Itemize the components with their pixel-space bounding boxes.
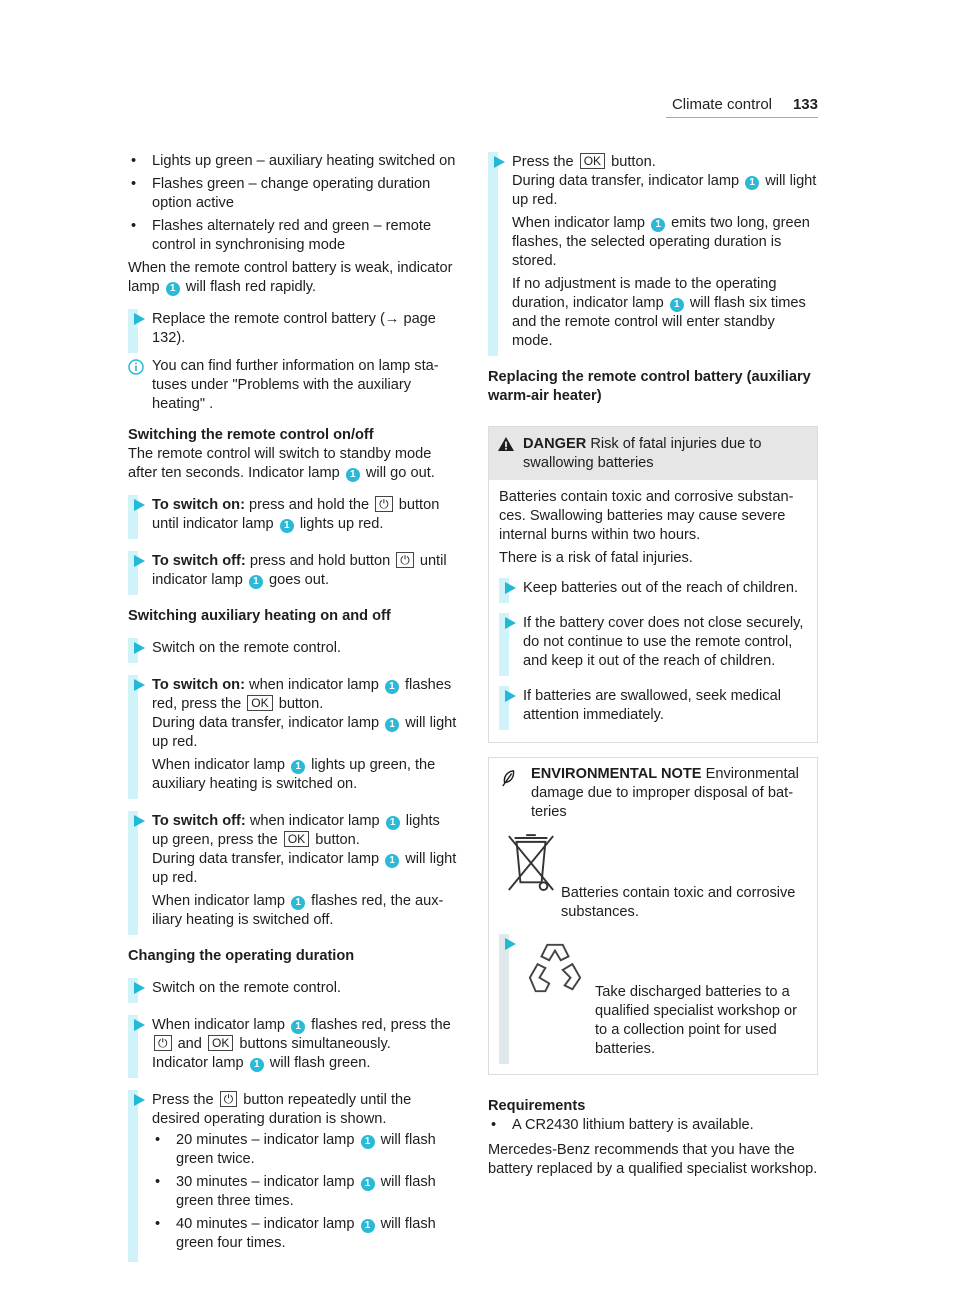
danger-step: Keep batteries out of the reach of children. [499, 578, 807, 603]
callout-1: 1 [361, 1177, 375, 1191]
duration-press-both-step: When indicator lamp 1 flashes red, press the ⏻ and OK buttons simultaneously. Indicator lamp 1 will flash green. [128, 1015, 458, 1078]
requirements-list [488, 1116, 818, 1135]
power-key-icon: ⏻ [220, 1091, 238, 1107]
ok-key-icon: OK [284, 831, 309, 847]
header-rule [666, 117, 818, 118]
callout-1: 1 [361, 1135, 375, 1149]
info-icon [128, 359, 144, 375]
list-item: • Lights up green – auxiliary heating switched on [128, 152, 458, 171]
step-arrow-icon [134, 313, 145, 325]
callout-1: 1 [291, 896, 305, 910]
danger-step: If batteries are swallowed, seek medical attention immediately. [499, 686, 807, 730]
step-arrow-icon [505, 582, 516, 594]
callout-1: 1 [385, 680, 399, 694]
callout-1: 1 [670, 298, 684, 312]
list-item: • Flashes alternately red and green – remote control in synchronising mode [128, 217, 458, 255]
step-arrow-icon [134, 642, 145, 654]
list-item: • A CR2430 lithium battery is available. [488, 1116, 818, 1135]
heading-replacing-battery: Replacing the remote control battery (auxiliary warm-air heater) [488, 369, 811, 404]
info-note: You can find further information on lamp statuses under "Problems with the auxiliary heating" . [128, 357, 458, 414]
leaf-icon [501, 769, 517, 787]
step-arrow-icon [505, 690, 516, 702]
callout-1: 1 [249, 575, 263, 589]
closing-text: Mercedes-Benz recommends that you have the battery replaced by a qualified specialist workshop. [488, 1142, 818, 1177]
env-header [499, 765, 807, 822]
step-arrow-icon [494, 156, 505, 168]
page-number: 133 [792, 96, 818, 113]
power-key-icon: ⏻ [375, 496, 393, 512]
danger-label: DANGER [523, 436, 587, 452]
callout-1: 1 [166, 282, 180, 296]
remote-switch-on-step: To switch on: press and hold the ⏻ button until indicator lamp 1 lights up red. [128, 495, 458, 539]
ok-key-icon: OK [247, 695, 272, 711]
warning-icon [497, 436, 515, 452]
duration-list [152, 1131, 458, 1253]
callout-1: 1 [346, 468, 360, 482]
env-title: Environmental damage due to improper disposal of batteries [531, 766, 799, 820]
step-arrow-icon [505, 938, 516, 950]
heading-requirements: Requirements [488, 1098, 586, 1114]
list-item: • 40 minutes – indicator lamp 1 will flash green four times. [152, 1215, 458, 1253]
step-arrow-icon [134, 982, 145, 994]
replace-battery-step: Replace the remote control battery (→ page 132). [128, 309, 458, 353]
env-step: Take discharged batteries to a qualified specialist workshop or to a collection point for used batteries. [499, 934, 807, 1064]
callout-1: 1 [280, 519, 294, 533]
remote-switch-off-step: To switch off: press and hold button ⏻ until indicator lamp 1 goes out. [128, 551, 458, 595]
env-bin-section: Batteries contain toxic and corrosive substances. [499, 834, 807, 922]
power-key-icon: ⏻ [154, 1035, 172, 1051]
step-arrow-icon [505, 617, 516, 629]
danger-body: Batteries contain toxic and corrosive substances. Swallowing batteries may cause severe internal burns within two hours. There is a risk of fatal injuries. Keep batteries out of the reach of children. If the battery cover does not close securely, do not continue to use the remote control, and keep it out of the reach of children. If batteries are swallowed, seek medical attention immediately. [489, 480, 817, 742]
callout-1: 1 [745, 176, 759, 190]
list-item: • 30 minutes – indicator lamp 1 will flash green three times. [152, 1173, 458, 1211]
page-header [666, 95, 818, 117]
step-arrow-icon [134, 679, 145, 691]
callout-1: 1 [291, 1020, 305, 1034]
power-key-icon: ⏻ [396, 552, 414, 568]
duration-remote-on-step: Switch on the remote control. [128, 978, 458, 1003]
aux-switch-off-step: To switch off: when indicator lamp 1 lights up green, press the OK button. During data transfer, indicator lamp 1 will light up red. When indicator lamp 1 flashes red, the auxiliary heating is switched off. [128, 811, 458, 935]
danger-title: Risk of fatal injuries due to swallowing batteries [523, 436, 762, 471]
callout-1: 1 [361, 1219, 375, 1233]
press-ok-step: Press the OK button. During data transfer, indicator lamp 1 will light up red. When indicator lamp 1 emits two long, green flashes, the selected operating duration is stored. If no adjustment is made to the operating duration, indicator lamp 1 will flash six times and the remote control will enter standby mode. [488, 152, 818, 356]
env-label: ENVIRONMENTAL NOTE [531, 766, 702, 782]
step-arrow-icon [134, 1094, 145, 1106]
danger-step: If the battery cover does not close securely, do not continue to use the remote control, and keep it out of the reach of children. [499, 613, 807, 676]
battery-weak-text: When the remote control battery is weak, indicator lamp 1 will flash red rapidly. [128, 260, 453, 295]
section-title: Climate control [671, 96, 772, 113]
duration-press-repeat-step: Press the ⏻ button repeatedly until the desired operating duration is shown. • 20 minutes – indicator lamp 1 will flash green twice. • 30 minutes – indicator lamp 1 will flash green three times. • 40 minutes – indicator lamp 1 will flash green four times. [128, 1090, 458, 1262]
aux-switch-on-step: To switch on: when indicator lamp 1 flashes red, press the OK button. During data transfer, indicator lamp 1 will light up red. When indicator lamp 1 lights up green, the auxiliary heating is switched on. [128, 675, 458, 799]
list-item: • 20 minutes – indicator lamp 1 will flash green twice. [152, 1131, 458, 1169]
step-arrow-icon [134, 499, 145, 511]
aux-remote-on-step: Switch on the remote control. [128, 638, 458, 663]
callout-1: 1 [386, 816, 400, 830]
callout-1: 1 [385, 718, 399, 732]
status-list [128, 152, 458, 255]
step-arrow-icon [134, 815, 145, 827]
step-arrow-icon [134, 1019, 145, 1031]
callout-1: 1 [385, 854, 399, 868]
step-arrow-icon [134, 555, 145, 567]
ok-key-icon: OK [580, 153, 605, 169]
heading-switching-aux: Switching auxiliary heating on and off [128, 608, 391, 624]
danger-header [489, 427, 817, 480]
ok-key-icon: OK [208, 1035, 233, 1051]
heading-changing-duration: Changing the operating duration [128, 948, 355, 964]
heading-switching-remote: Switching the remote control on/off [128, 427, 374, 443]
danger-box [488, 426, 818, 743]
callout-1: 1 [250, 1058, 264, 1072]
callout-1: 1 [291, 760, 305, 774]
right-column [488, 152, 818, 1179]
switching-remote-text: The remote control will switch to standby mode after ten seconds. Indicator lamp 1 will go out. [128, 446, 435, 481]
callout-1: 1 [651, 218, 665, 232]
left-column [128, 152, 458, 1262]
environmental-note-box [488, 757, 818, 1075]
list-item: • Flashes green – change operating duration option active [128, 175, 458, 213]
